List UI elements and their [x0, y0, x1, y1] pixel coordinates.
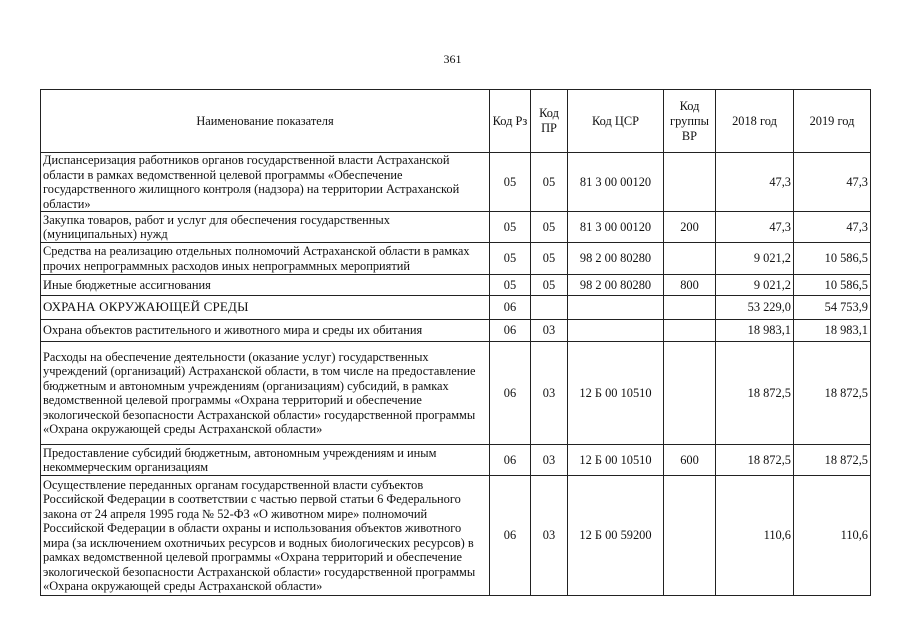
row-csr: 98 2 00 80280 — [568, 243, 664, 275]
row-2018: 18 983,1 — [716, 320, 794, 342]
table-row — [41, 320, 871, 342]
row-name: Диспансеризация работников органов государственной власти Астраханской области в рамках ведомственной целевой программы «Обеспечение государственного жилищного контроля (надзора) на территории Астраханской области» — [41, 153, 490, 212]
header-vr: Код группы ВР — [664, 90, 716, 153]
row-pr: 03 — [531, 342, 568, 445]
row-pr — [531, 296, 568, 320]
row-name: Осуществление переданных органам государственной власти субъектов Российской Федерации в соответствии с частью первой статьи 6 Федерального закона от 24 апреля 1995 года № 52-ФЗ «О животном мире» полномочий Российской Федерации в области охраны и использования объектов животного мира (за исключением охотничьих ресурсов и водных биологических ресурсов) в рамках ведомственной целевой программы «Охрана территорий и обеспечение экологической безопасности Астраханской области» государственной программы «Охрана окружающей среды Астраханской области» — [41, 476, 490, 596]
row-2019: 18 872,5 — [794, 342, 871, 445]
header-rz: Код Рз — [490, 90, 531, 153]
table-row — [41, 476, 871, 596]
row-2018: 18 872,5 — [716, 342, 794, 445]
header-csr: Код ЦСР — [568, 90, 664, 153]
row-rz: 06 — [490, 445, 531, 476]
row-pr: 03 — [531, 445, 568, 476]
row-pr: 05 — [531, 153, 568, 212]
row-name: Закупка товаров, работ и услуг для обеспечения государственных (муниципальных) нужд — [41, 212, 490, 243]
row-rz: 06 — [490, 476, 531, 596]
header-2018: 2018 год — [716, 90, 794, 153]
row-name: ОХРАНА ОКРУЖАЮЩЕЙ СРЕДЫ — [41, 296, 490, 320]
row-name: Расходы на обеспечение деятельности (оказание услуг) государственных учреждений (организаций) Астраханской области, в том числе на предоставление бюджетным и автономным учреждениям (организациям) субсидий, в рамках ведомственной целевой программы «Охрана территорий и обеспечение экологической безопасности Астраханской области» государственной программы «Охрана окружающей среды Астраханской области» — [41, 342, 490, 445]
row-csr — [568, 296, 664, 320]
table-row — [41, 445, 871, 476]
row-2019: 110,6 — [794, 476, 871, 596]
row-2019: 18 983,1 — [794, 320, 871, 342]
row-csr — [568, 320, 664, 342]
row-pr: 05 — [531, 243, 568, 275]
page-number: 361 — [443, 52, 462, 66]
header-pr: Код ПР — [531, 90, 568, 153]
row-2018: 110,6 — [716, 476, 794, 596]
header-2019: 2019 год — [794, 90, 871, 153]
table-row — [41, 243, 871, 275]
row-vr: 200 — [664, 212, 716, 243]
row-csr: 12 Б 00 59200 — [568, 476, 664, 596]
row-vr — [664, 476, 716, 596]
row-vr: 600 — [664, 445, 716, 476]
table-row — [41, 212, 871, 243]
header-name: Наименование показателя — [41, 90, 490, 153]
row-rz: 05 — [490, 243, 531, 275]
row-2018: 47,3 — [716, 153, 794, 212]
row-rz: 06 — [490, 320, 531, 342]
row-rz: 05 — [490, 275, 531, 296]
row-rz: 05 — [490, 212, 531, 243]
row-pr: 05 — [531, 212, 568, 243]
row-2018: 9 021,2 — [716, 243, 794, 275]
row-name: Иные бюджетные ассигнования — [41, 275, 490, 296]
budget-table — [40, 89, 871, 596]
row-csr: 81 3 00 00120 — [568, 212, 664, 243]
row-pr: 03 — [531, 476, 568, 596]
row-2019: 10 586,5 — [794, 275, 871, 296]
row-2018: 18 872,5 — [716, 445, 794, 476]
row-vr — [664, 296, 716, 320]
row-vr — [664, 320, 716, 342]
row-vr: 800 — [664, 275, 716, 296]
row-vr — [664, 342, 716, 445]
table-row — [41, 153, 871, 212]
row-csr: 81 3 00 00120 — [568, 153, 664, 212]
table-header-row — [41, 90, 871, 153]
row-rz: 06 — [490, 342, 531, 445]
row-vr — [664, 153, 716, 212]
row-2019: 10 586,5 — [794, 243, 871, 275]
row-pr: 05 — [531, 275, 568, 296]
row-csr: 12 Б 00 10510 — [568, 445, 664, 476]
row-rz: 05 — [490, 153, 531, 212]
row-rz: 06 — [490, 296, 531, 320]
table-row — [41, 296, 871, 320]
row-name: Средства на реализацию отдельных полномочий Астраханской области в рамках прочих непрограммных расходов иных непрограммных мероприятий — [41, 243, 490, 275]
row-2018: 9 021,2 — [716, 275, 794, 296]
row-2019: 54 753,9 — [794, 296, 871, 320]
row-2019: 18 872,5 — [794, 445, 871, 476]
row-name: Предоставление субсидий бюджетным, автономным учреждениям и иным некоммерческим организациям — [41, 445, 490, 476]
table-row — [41, 342, 871, 445]
row-csr: 98 2 00 80280 — [568, 275, 664, 296]
row-2019: 47,3 — [794, 212, 871, 243]
table-row — [41, 275, 871, 296]
row-2019: 47,3 — [794, 153, 871, 212]
row-2018: 53 229,0 — [716, 296, 794, 320]
row-vr — [664, 243, 716, 275]
row-2018: 47,3 — [716, 212, 794, 243]
row-name: Охрана объектов растительного и животного мира и среды их обитания — [41, 320, 490, 342]
row-csr: 12 Б 00 10510 — [568, 342, 664, 445]
row-pr: 03 — [531, 320, 568, 342]
